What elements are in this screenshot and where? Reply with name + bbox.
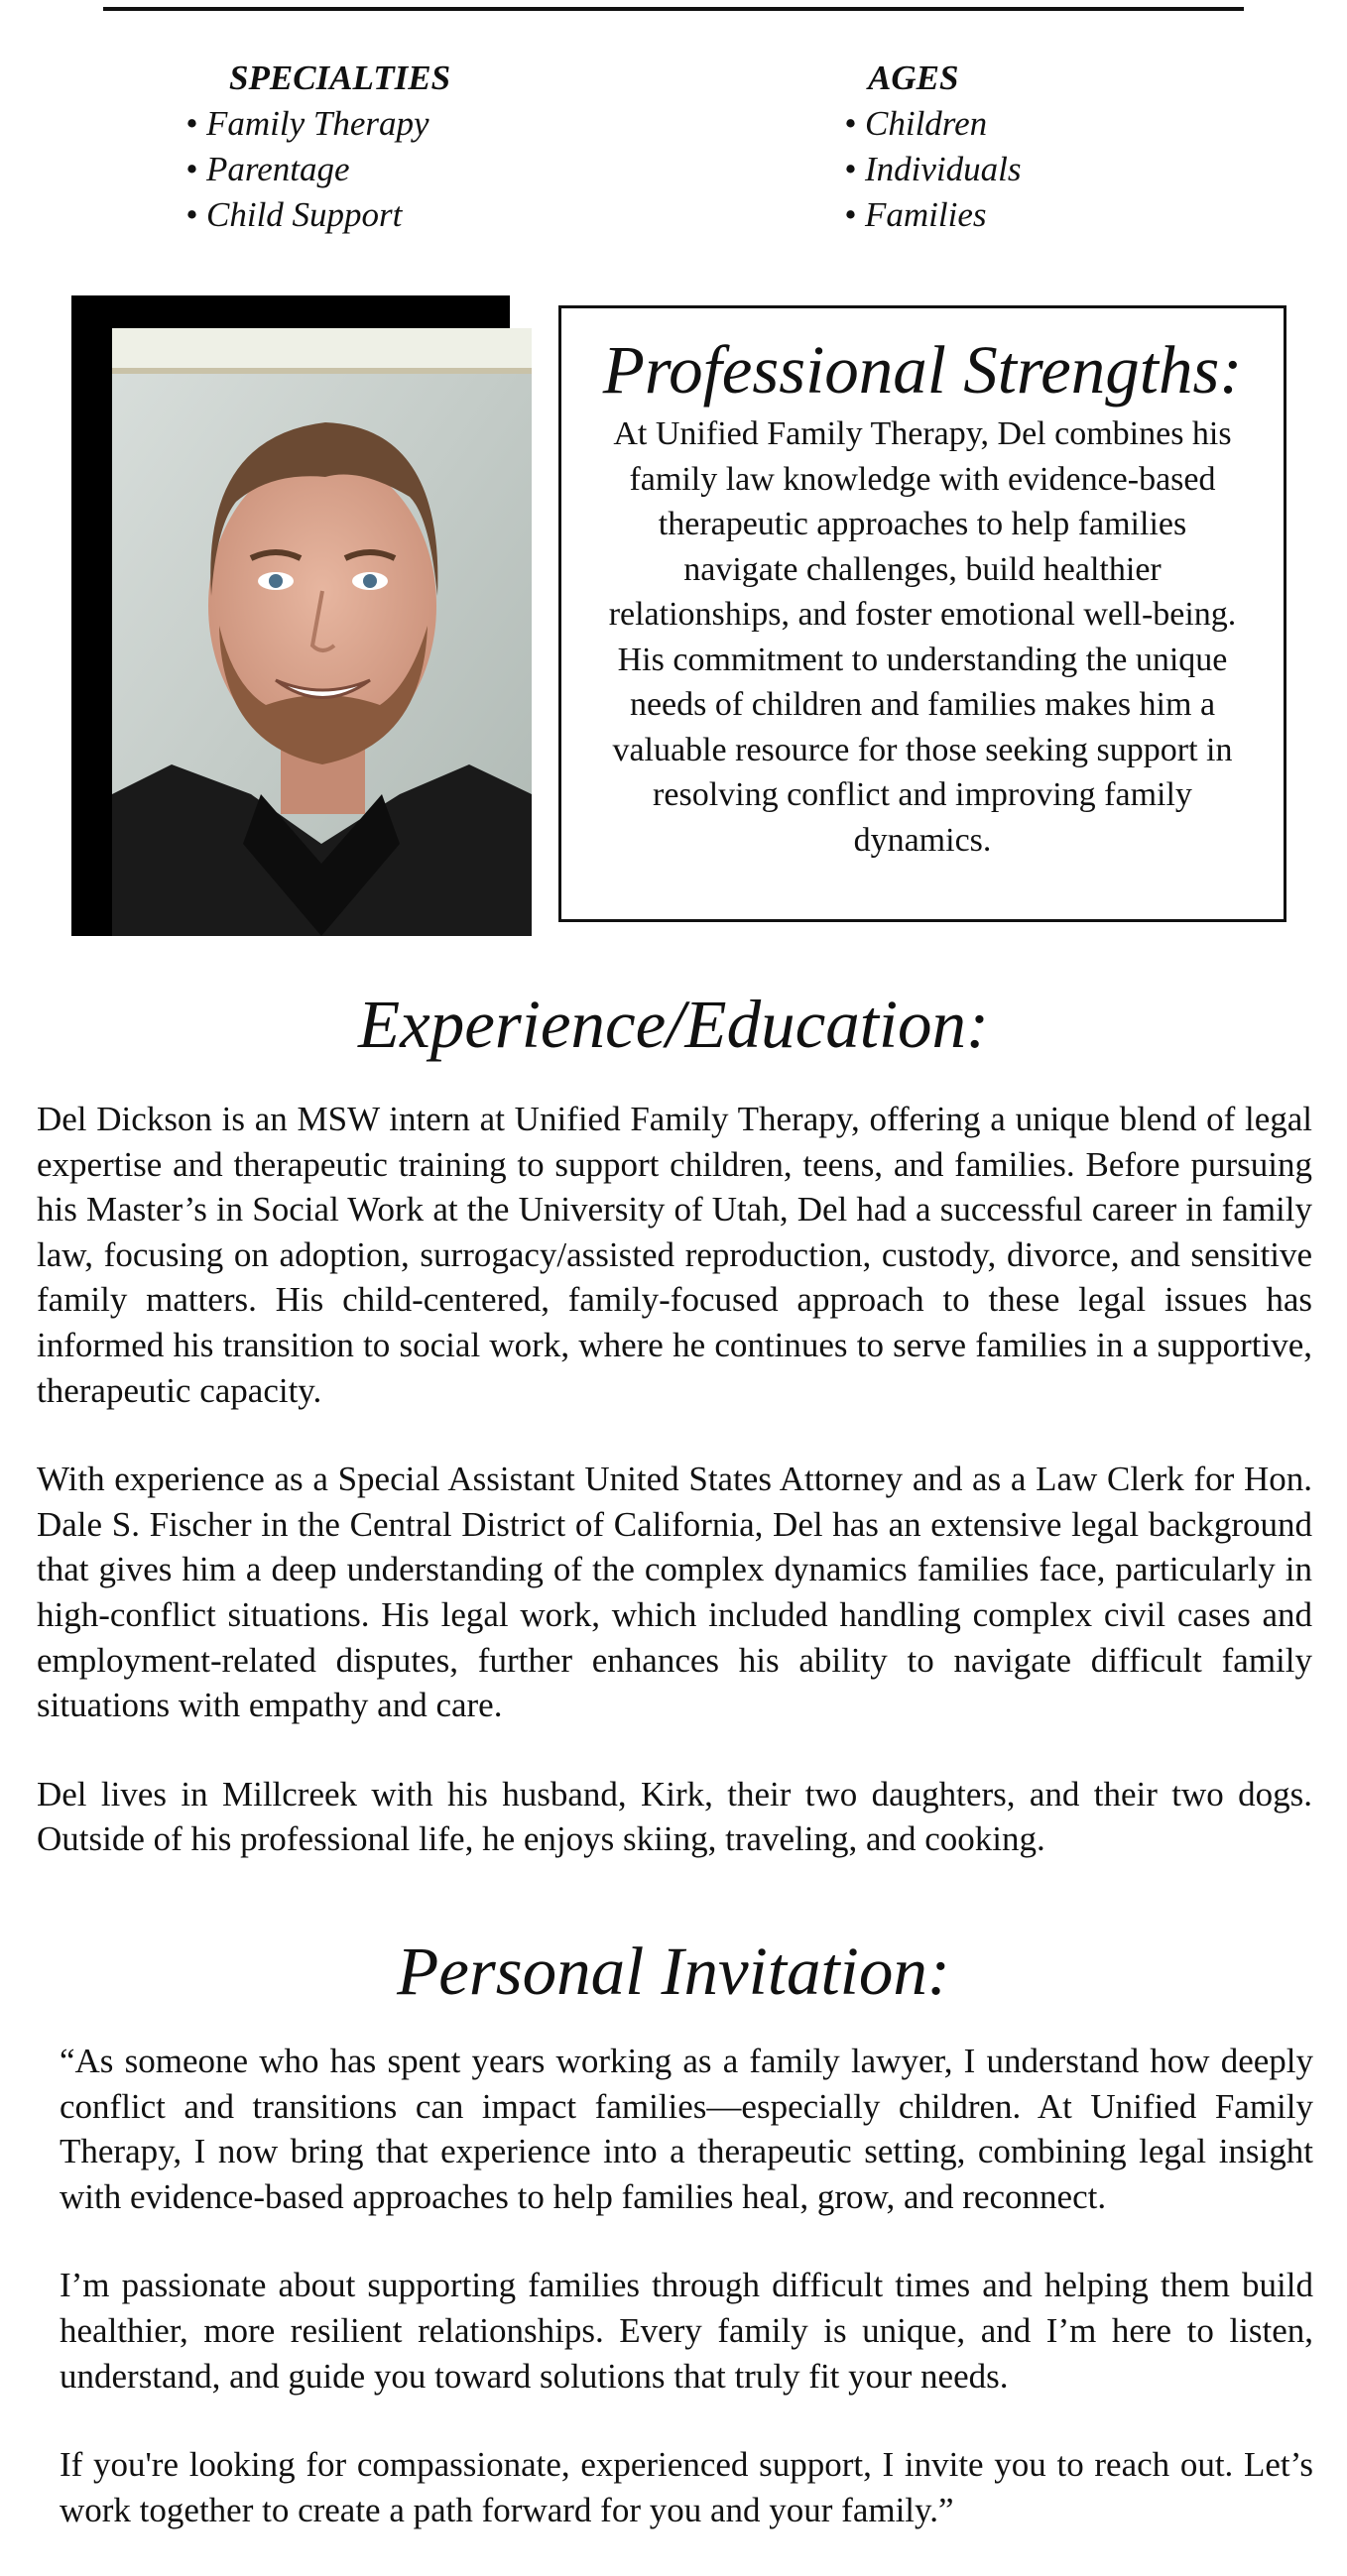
strengths-title: Professional Strengths: [602,332,1243,408]
experience-paragraph: Del lives in Millcreek with his husband, Kirk, their two daughters, and their two dogs. Outside of his professional life, he enjoys skiing, traveling, and cooking. [37,1774,1312,1859]
ages-list [844,56,1022,238]
age-item: • Individuals [844,147,1022,192]
invitation-body [60,2039,1313,2576]
specialty-item: • Parentage [185,147,450,192]
specialties-list [185,56,450,238]
ages-heading: AGES [868,59,959,97]
experience-title: Experience/Education: [357,987,990,1062]
professional-strengths-box [558,305,1286,922]
invitation-paragraph: I’m passionate about supporting families through difficult times and helping them build healthier, more resilient relationships. Every family is unique, and I’m here to listen, understand, and guide you toward solutions that truly fit your needs. [60,2266,1313,2396]
experience-body [37,1097,1312,1906]
strengths-body: At Unified Family Therapy, Del combines his family law knowledge with evidence-based therapeutic approaches to help families navigate challenges, build healthier relationships, and foster emotional well-being. His commitment to understanding the unique needs of children and families makes him a valuable resource for those seeking support in resolving conflict and improving family dynamics. [608,415,1237,859]
age-item: • Families [844,192,1022,238]
specialty-item: • Child Support [185,192,450,238]
top-divider [103,7,1244,11]
invitation-paragraph: “As someone who has spent years working as a family lawyer, I understand how deeply conflict and transitions can impact families—especially children. At Unified Family Therapy, I now bring that experience into a therapeutic setting, combining legal insight with evidence-based approaches to help families heal, grow, and reconnect. [60,2042,1313,2216]
specialty-item: • Family Therapy [185,101,450,147]
invitation-title: Personal Invitation: [397,1933,950,2009]
portrait-photo [112,328,532,936]
specialties-heading: SPECIALTIES [229,59,451,97]
invitation-paragraph: If you're looking for compassionate, experienced support, I invite you to reach out. Let’s work together to create a path forward for you and your family.” [60,2445,1313,2529]
experience-paragraph: With experience as a Special Assistant United States Attorney and as a Law Clerk for Hon. Dale S. Fischer in the Central District of California, Del has an extensive legal background that gives him a deep understanding of the complex dynamics families face, particularly in high-conflict situations. His legal work, which included handling complex civil cases and employment-related disputes, further enhances his ability to navigate difficult family situations with empathy and care. [37,1460,1312,1725]
portrait-illustration [112,328,532,936]
experience-paragraph: Del Dickson is an MSW intern at Unified Family Therapy, offering a unique blend of legal expertise and therapeutic training to support children, teens, and families. Before pursuing his Master’s in Social Work at the University of Utah, Del had a successful career in family law, focusing on adoption, surrogacy/assisted reproduction, custody, divorce, and sensitive family matters. His child-centered, family-focused approach to these legal issues has informed his transition to social work, where he continues to serve families in a supportive, therapeutic capacity. [37,1100,1312,1410]
age-item: • Children [844,101,1022,147]
